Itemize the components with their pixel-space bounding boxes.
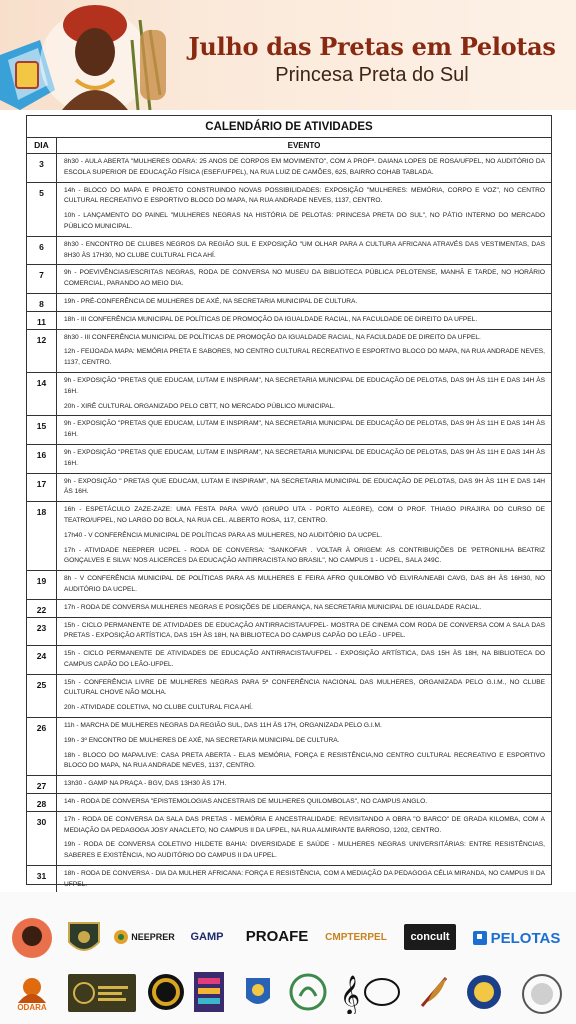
concult-logo: concult (404, 924, 456, 950)
event-text: 17h - RODA DE CONVERSA MULHERES NEGRAS E POSIÇÕES DE LIDERANÇA, NA SECRETARIA MUNICIPAL DE IGUALDADE RACIAL. (64, 603, 482, 611)
event-text: 17h40 - V CONFERÊNCIA MUNICIPAL DE POLÍTICAS PARA AS MULHERES, NO AUDITÓRIO DA UCPEL. (64, 531, 382, 539)
event-text: 16h - ESPETÁCULO ZAZE-ZAZE: UMA FESTA PARA VAVÓ (GRUPO UTA - PORTO ALEGRE), COM O PROF. THIAGO PIRAJIRA DO CURSO DE TEATRO/UFPEL, NO LARGO DO BOLA, NA RUA CEL. ALBERTO ROSA, 117, CENTRO. (64, 506, 545, 524)
day-cell: 17 (27, 474, 57, 502)
day-cell: 15 (27, 416, 57, 444)
shield-icon (66, 920, 102, 958)
day-cell: 8 (27, 294, 57, 311)
neepreer-symbol-icon (113, 929, 129, 945)
odara-dancer-icon (14, 977, 50, 1003)
event-text: 19h - RODA DE CONVERSA COLETIVO HILDETE BAHIA: DIVERSIDADE E SAÚDE - MULHERES NEGRAS UNIVERSITÁRIAS: ENTRE RESISTÊNCIAS, SABERES E EXISTÊNCIA, NO AUDITÓRIO DO CAMPUS II DA UFPEL. (64, 841, 545, 860)
event-cell (57, 776, 551, 793)
day-cell: 3 (27, 154, 57, 182)
event-text: 8h30 - AULA ABERTA "MULHERES ODARA: 25 ANOS DE CORPOS EM MOVIMENTO", COM A PROFª. DAIANA LOPES DE ROSA/UFPEL, NO AUDITÓRIO DA ESCOLA SUPERIOR DE EDUCAÇÃO FÍSICA (ESEF/UFPEL), NA RUA LUIZ DE CAMÕES, 625, BAIRRO COHAB TABLADA. (64, 158, 545, 176)
shield-logo (66, 920, 102, 958)
table-row (27, 502, 551, 571)
feather-logo (414, 972, 454, 1012)
table-row (27, 571, 551, 600)
poster-logo (194, 972, 224, 1012)
circular-logo-1 (10, 916, 54, 960)
calendar-table (26, 115, 552, 888)
calendar-rows (27, 154, 551, 894)
seal-icon (464, 972, 504, 1012)
day-column-header: DIA (27, 138, 57, 153)
day-cell: 22 (27, 600, 57, 617)
face-shape (75, 28, 115, 76)
poster-art-icon (194, 972, 224, 1012)
event-text: 8h30 - III CONFERÊNCIA MUNICIPAL DE POLÍTICAS DE PROMOÇÃO DA IGUALDADE RACIAL, NA FACULDADE DE DIREITO DA UFPEL. (64, 333, 481, 341)
event-text: 17h - RODA DE CONVERSA DA SALA DAS PRETAS - MEMÓRIA E ANCESTRALIDADE: REVISITANDO A OBRA "O BARCO" DE GRADA KILOMBA, COM A MEDIAÇÃO DA PEDAGOGA JOSY ANACLETO, NO CAMPUS II DA UFPEL, NA RUA ALMIRANTE BARROSO, 1202, CENTRO. (64, 815, 545, 834)
circular-logo-2 (146, 972, 186, 1012)
music-note-icon (338, 972, 402, 1014)
coat-of-arms-icon (16, 62, 38, 88)
event-cell (57, 330, 551, 372)
event-cell (57, 265, 551, 293)
day-cell: 6 (27, 237, 57, 265)
table-row (27, 312, 551, 330)
circle-emblem-icon (10, 916, 54, 960)
day-cell: 28 (27, 794, 57, 811)
event-cell (57, 646, 551, 674)
day-cell: 11 (27, 312, 57, 329)
table-row (27, 154, 551, 183)
event-cell (57, 866, 551, 894)
round-emblem-logo (520, 972, 564, 1016)
event-cell (57, 794, 551, 811)
green-circle-icon (288, 972, 328, 1012)
table-row (27, 294, 551, 312)
day-cell: 27 (27, 776, 57, 793)
golden-ring-icon (146, 972, 186, 1012)
event-text: 9h - EXPOSIÇÃO "PRETAS QUE EDUCAM, LUTAM E INSPIRAM", NA SECRETARIA MUNICIPAL DE EDUCAÇÃO DE PELOTAS, DAS 9H ÀS 11H E DAS 14H ÀS 16H. (64, 448, 545, 467)
event-text: 10h - LANÇAMENTO DO PAINEL "MULHERES NEGRAS NA HISTÓRIA DE PELOTAS: PRINCESA PRETA DO SUL", NO PÁTIO INTERNO DO MERCADO PÚBLICO MUNICIPAL. (64, 212, 545, 230)
event-text: 18h - BLOCO DO MAPA/LIVE: CASA PRETA ABERTA - ELAS MEMÓRIA, FORÇA E RESISTÊNCIA,NO CENTRO CULTURAL RECREATIVO E ESPORTIVO BLOCO DO MAPA, NA RUA ANDRADE NEVES, 1137, CENTRO. (64, 751, 545, 770)
event-cell (57, 571, 551, 599)
event-text: 18h - III CONFERÊNCIA MUNICIPAL DE POLÍTICAS DE PROMOÇÃO DA IGUALDADE RACIAL, NA FACULDADE DE DIREITO DA UFPEL. (64, 315, 478, 323)
table-row (27, 445, 551, 474)
day-cell: 25 (27, 675, 57, 717)
event-text: 15h - CONFERÊNCIA LIVRE DE MULHERES NEGRAS PARA 5ª CONFERÊNCIA NACIONAL DAS MULHERES, ORGANIZADA PELO G.I.M., NO CLUBE CULTURAL CHOVE NÃO MOLHA. (64, 678, 545, 697)
event-cell (57, 183, 551, 236)
event-cell (57, 445, 551, 473)
day-cell: 18 (27, 502, 57, 570)
table-row (27, 183, 551, 237)
sponsor-logos (0, 892, 576, 1024)
green-circle-logo (288, 972, 328, 1012)
table-row (27, 474, 551, 503)
event-text: 18h - RODA DE CONVERSA - DIA DA MULHER AFRICANA: FORÇA E RESISTÊNCIA, COM A MEDIAÇÃO DA PEDAGOGA CÉLIA MIRANDA, NO CAMPUS II DA UFPEL. (64, 870, 545, 888)
event-cell (57, 600, 551, 617)
event-cell (57, 675, 551, 717)
header-banner (0, 0, 576, 110)
table-row (27, 373, 551, 416)
day-cell: 23 (27, 618, 57, 646)
table-row (27, 646, 551, 675)
event-text: 15h - CICLO PERMANENTE DE ATIVIDADES DE EDUCAÇÃO ANTIRRACISTA/UFPEL- MOSTRA DE CINEMA COM RODA DE CONVERSA COM A SALA DAS PRETAS - EXPOSIÇÃO ARTÍSTICA, DAS 15H ÀS 18H, NA BIBLIOTECA DO CAMPUS CAPÃO DO LEÃO - UFPEL. (64, 621, 545, 640)
day-cell: 31 (27, 866, 57, 894)
day-cell: 19 (27, 571, 57, 599)
event-text: 8h30 - ENCONTRO DE CLUBES NEGROS DA REGIÃO SUL E EXPOSIÇÃO "UM OLHAR PARA A CULTURA AFRICANA ATRAVÉS DAS VESTIMENTAS, DAS 8H30 ÀS 17H30, NO CLUBE CULTURAL FICA AHÍ. (64, 240, 545, 259)
proafe-logo: PROAFE (245, 927, 309, 945)
event-cell (57, 312, 551, 329)
basket-shape (140, 30, 166, 100)
event-text: 14h - RODA DE CONVERSA "EPISTEMOLOGIAS ANCESTRAIS DE MULHERES QUILOMBOLAS", NO CAMPUS ANGLO. (64, 798, 428, 806)
table-row (27, 618, 551, 647)
event-column-header: EVENTO (287, 141, 321, 150)
portrait-illustration (0, 0, 170, 110)
calendar-header-row (27, 138, 551, 154)
bloco-do-mapa-logo (338, 972, 402, 1014)
day-cell: 30 (27, 812, 57, 865)
event-cell (57, 502, 551, 570)
fica-ahi-logo (238, 972, 278, 1012)
event-text: 20h - XIRÊ CULTURAL ORGANIZADO PELO CBTT, NO MERCADO PÚBLICO MUNICIPAL. (64, 402, 336, 410)
club-crest-icon (238, 972, 278, 1012)
event-text: 17h - ATIVIDADE NEEPRER UCPEL - RODA DE CONVERSA: "SANKOFAR . VOLTAR À ORIGEM: AS CONTRIBUIÇÕES DE 'PETRONILHA BEATRIZ GONÇALVES E SILVA' NOS ALICERCES DA EDUCAÇÃO ANTIRRACISTA NO BRASIL", NO CAMPUS 1 - UCPEL, SALA 249C. (64, 546, 545, 565)
event-cell (57, 373, 551, 415)
neepreer-logo: NEEPRER (112, 926, 176, 948)
table-row (27, 812, 551, 866)
day-cell: 16 (27, 445, 57, 473)
table-row (27, 600, 551, 618)
table-row (27, 265, 551, 294)
page-title: Julho das Pretas em Pelotas (188, 32, 556, 61)
event-cell (57, 812, 551, 865)
event-cell (57, 618, 551, 646)
ciclo-permanente-logo (68, 974, 136, 1012)
event-cell (57, 718, 551, 775)
day-cell: 12 (27, 330, 57, 372)
feather-icon (414, 972, 454, 1012)
event-text: 9h - POEVIVÊNCIAS/ESCRITAS NEGRAS, RODA DE CONVERSA NO MUSEU DA BIBLIOTECA PÚBLICA PELOTENSE, MANHÃ E TARDE, NO HORÁRIO COMERCIAL, PARANDO AO MEIO DIA. (64, 269, 545, 288)
event-cell (57, 237, 551, 265)
event-cell (57, 474, 551, 502)
gamp-logo: GAMP (190, 931, 224, 943)
table-row (27, 776, 551, 794)
emblem-icon (520, 972, 564, 1016)
event-text: 13h30 - GAMP NA PRAÇA - BGV, DAS 13H30 ÀS 17H. (64, 780, 227, 788)
event-cell (57, 416, 551, 444)
event-text: 9h - EXPOSIÇÃO "PRETAS QUE EDUCAM, LUTAM E INSPIRAM", NA SECRETARIA MUNICIPAL DE EDUCAÇÃO DE PELOTAS, DAS 9H ÀS 11H E DAS 14H ÀS 16H. (64, 420, 545, 439)
day-cell: 24 (27, 646, 57, 674)
table-row (27, 794, 551, 812)
cmpterpel-logo: CMPTERPEL (325, 931, 387, 943)
pelotas-logo: PELOTAS (466, 926, 566, 950)
page-subtitle: Princesa Preta do Sul (275, 64, 469, 86)
table-row (27, 330, 551, 373)
table-row (27, 718, 551, 776)
event-text: 12h - FEIJOADA MAPA: MEMÓRIA PRETA E SABORES, NO CENTRO CULTURAL RECREATIVO E ESPORTIVO BLOCO DO MAPA, NA RUA ANDRADE NEVES, 1137, CENTRO. (64, 348, 545, 367)
event-text: 9h - EXPOSIÇÃO " PRETAS QUE EDUCAM, LUTAM E INSPIRAM", NA SECRETARIA MUNICIPAL DE EDUCAÇÃO DE PELOTAS, DAS 9H ÀS 11H E DAS 14H ÀS 16H. (64, 477, 545, 496)
pelotas-p-icon (472, 930, 488, 946)
event-text: 15h - CICLO PERMANENTE DE ATIVIDADES DE EDUCAÇÃO ANTIRRACISTA/UFPEL - EXPOSIÇÃO ARTÍSTICA, DAS 15H ÀS 18H, NA BIBLIOTECA DO CAMPUS CAPÃO DO LEÃO-UFPEL. (64, 650, 545, 668)
event-cell (57, 154, 551, 182)
event-text: 9h - EXPOSIÇÃO "PRETAS QUE EDUCAM, LUTAM E INSPIRAM", NA SECRETARIA MUNICIPAL DE EDUCAÇÃO DE PELOTAS, DAS 9H ÀS 11H E DAS 14H ÀS 16H. (64, 376, 545, 395)
ciclo-pattern-icon (72, 978, 132, 1008)
day-cell: 14 (27, 373, 57, 415)
event-text: 19h - PRÉ-CONFERÊNCIA DE MULHERES DE AXÉ, NA SECRETARIA MUNICIPAL DE CULTURA. (64, 297, 358, 305)
calendar-title: CALENDÁRIO DE ATIVIDADES (27, 116, 551, 138)
odara-logo: ODARA (10, 972, 54, 1016)
event-text: 14h - BLOCO DO MAPA E PROJETO CONSTRUINDO NOVAS POSSIBILIDADES: EXPOSIÇÃO "MULHERES: MEMÓRIA, CORPO E VOZ", NO CENTRO CULTURAL RECREATIVO E ESPORTIVO BLOCO DO MAPA, NA RUA ANDRADE NEVES, 1137, CENTRO. (64, 186, 545, 205)
day-cell: 5 (27, 183, 57, 236)
event-text: 11h - MARCHA DE MULHERES NEGRAS DA REGIÃO SUL, DAS 11H ÀS 17H, ORGANIZADA PELO G.I.M. (64, 722, 382, 730)
day-cell: 7 (27, 265, 57, 293)
svg-text:𝄞: 𝄞 (340, 975, 361, 1014)
table-row (27, 237, 551, 266)
event-text: 19h - 3º ENCONTRO DE MULHERES DE AXÉ, NA SECRETARIA MUNICIPAL DE CULTURA. (64, 736, 340, 744)
event-cell (57, 294, 551, 311)
blue-seal-logo (464, 972, 504, 1012)
day-cell: 26 (27, 718, 57, 775)
event-text: 20h - ATIVIDADE COLETIVA, NO CLUBE CULTURAL FICA AHÍ. (64, 704, 253, 712)
table-row (27, 416, 551, 445)
table-row (27, 675, 551, 718)
event-text: 8h - V CONFERÊNCIA MUNICIPAL DE POLÍTICAS PARA AS MULHERES E FEIRA AFRO QUILOMBO VÓ ELVIRA/NEABI CAVG, DAS 8H ÀS 16H30, NO AUDITÓRIO DA UCPEL. (64, 575, 545, 593)
table-row (27, 866, 551, 894)
